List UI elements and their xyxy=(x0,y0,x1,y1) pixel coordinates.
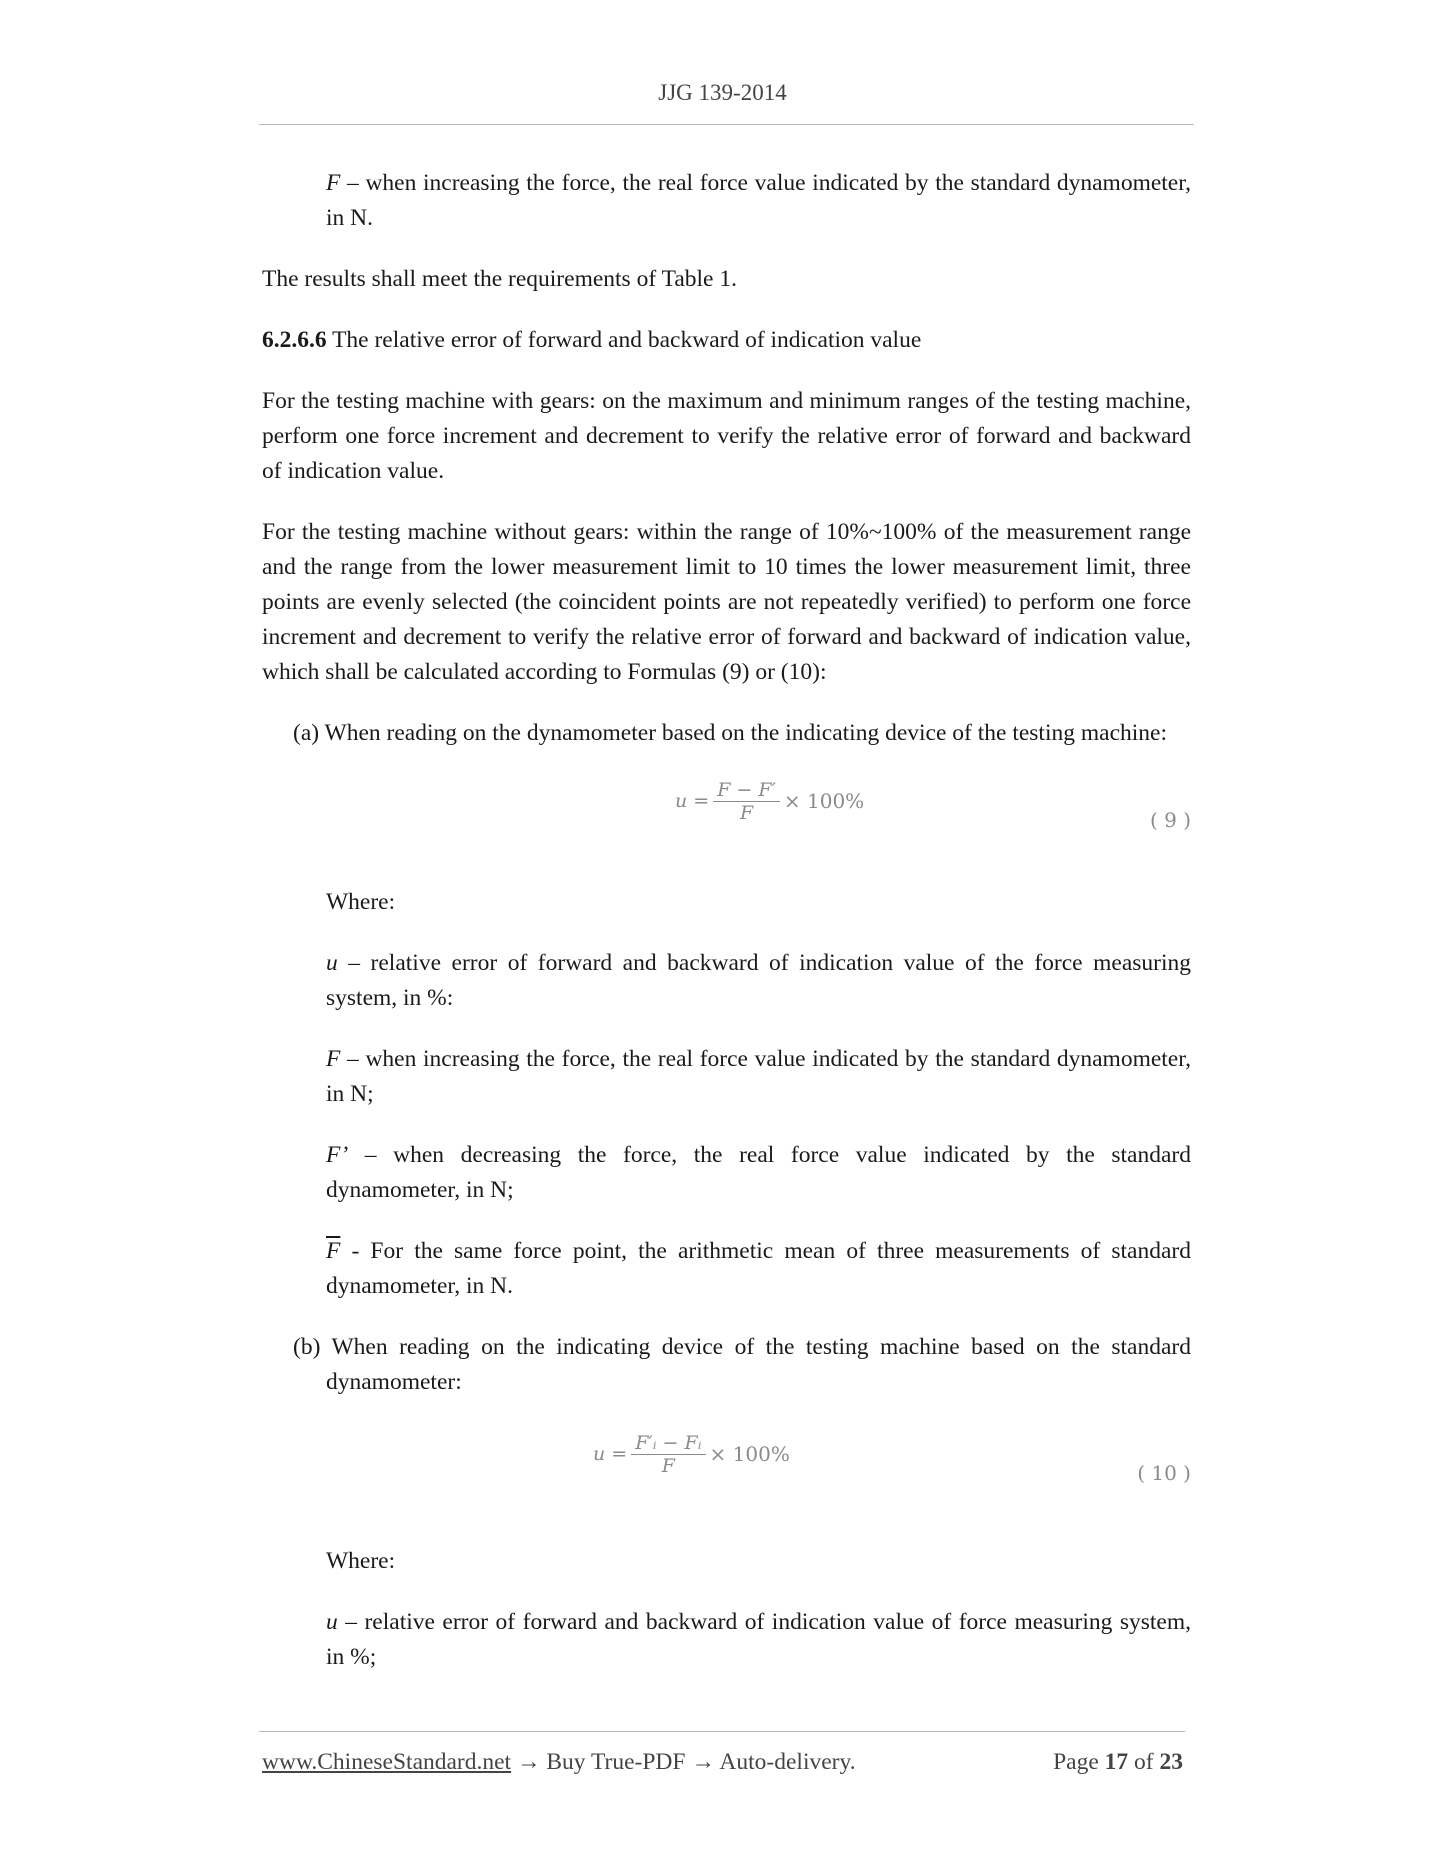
footer xyxy=(262,1749,1183,1776)
case-a-text: (a) When reading on the dynamometer based on the indicating device of the testing machine: xyxy=(293,720,1167,746)
section-heading xyxy=(262,323,1191,358)
paragraph-with-gears: For the testing machine with gears: on the maximum and minimum ranges of the testing machine, perform one force increment and decrement to verify the relative error of forward and backward of indication value. xyxy=(262,388,1191,484)
formula-9-numerator: F − F′ xyxy=(717,779,776,801)
definition-text: – when decreasing the force, the real force value indicated by the standard dynamometer, in N; xyxy=(326,1142,1191,1203)
definition-u xyxy=(326,946,1191,1016)
auto-delivery-text: Auto-delivery. xyxy=(719,1749,856,1775)
definition-text: - For the same force point, the arithmetic mean of three measurements of standard dynamometer, in N. xyxy=(326,1238,1191,1299)
section-number: 6.2.6.6 xyxy=(262,327,327,353)
paragraph-results: The results shall meet the requirements of Table 1. xyxy=(262,266,737,292)
formula-10-fraction xyxy=(631,1432,705,1477)
formula-9-multiplier: × 100% xyxy=(783,789,865,813)
page-label: Page xyxy=(1053,1749,1105,1775)
symbol-f: F xyxy=(326,170,341,196)
where-label-2: Where: xyxy=(326,1548,396,1574)
page-total: 23 xyxy=(1159,1749,1183,1775)
footer-left xyxy=(262,1749,856,1776)
definition-f-increasing xyxy=(326,166,1191,236)
symbol-u: u xyxy=(326,950,338,976)
symbol-f: F xyxy=(326,1046,341,1072)
arrow-right-icon: → xyxy=(511,1749,547,1775)
case-b-text: (b) When reading on the indicating device of the testing machine based on the standard dynamometer: xyxy=(293,1334,1191,1395)
header-divider xyxy=(259,124,1194,125)
formula-9-lhs: u = xyxy=(675,790,710,812)
header-doc-code: JJG 139-2014 xyxy=(658,80,787,105)
definition-f-bar xyxy=(326,1234,1191,1304)
formula-10 xyxy=(262,1430,1191,1504)
symbol-u: u xyxy=(326,1609,338,1635)
formula-9-number: ( 9 ) xyxy=(1149,808,1191,832)
formula-10-expression xyxy=(593,1432,790,1477)
formula-10-numerator: F′ᵢ − Fᵢ xyxy=(635,1432,702,1454)
symbol-f-prime: F’ xyxy=(326,1142,349,1168)
formula-10-number: ( 10 ) xyxy=(1137,1461,1191,1485)
formula-9 xyxy=(262,777,1191,851)
definition-text: – relative error of forward and backward of indication value of force measuring system, in %; xyxy=(326,1609,1191,1670)
definition-f-prime xyxy=(326,1138,1191,1208)
page-indicator xyxy=(1053,1749,1183,1776)
formula-10-denominator: F xyxy=(661,1455,675,1477)
paragraph-without-gears: For the testing machine without gears: within the range of 10%~100% of the measurement range and the range from the lower measurement limit to 10 times the lower measurement limit, three points are evenly selected (the coincident points are not repeatedly verified) to perform one force increment and decrement to verify the relative error of forward and backward of indication value, which shall be calculated according to Formulas (9) or (10): xyxy=(262,519,1191,685)
page-body xyxy=(262,166,1191,1701)
formula-10-lhs: u = xyxy=(593,1443,628,1465)
formula-10-multiplier: × 100% xyxy=(709,1442,790,1466)
site-link[interactable]: www.ChineseStandard.net xyxy=(262,1749,512,1775)
arrow-right-icon: → xyxy=(685,1749,720,1775)
footer-divider xyxy=(259,1731,1185,1732)
symbol-f-bar: $\overline{F}$ xyxy=(326,1238,341,1264)
definition-text: – when increasing the force, the real force value indicated by the standard dynamometer, in N; xyxy=(326,1046,1191,1107)
page-number: 17 xyxy=(1104,1749,1129,1775)
formula-9-denominator: F xyxy=(739,802,754,824)
formula-9-expression xyxy=(675,779,864,824)
where-label-1: Where: xyxy=(326,889,396,915)
section-title: The relative error of forward and backward of indication value xyxy=(326,327,922,353)
definition-text: – when increasing the force, the real force value indicated by the standard dynamometer, in N. xyxy=(326,170,1191,231)
definition-text: – relative error of forward and backward of indication value of the force measuring system, in %: xyxy=(326,950,1191,1011)
definition-f xyxy=(326,1042,1191,1112)
of-label: of xyxy=(1128,1749,1160,1775)
buy-pdf-text: Buy True-PDF xyxy=(546,1749,686,1775)
formula-9-fraction xyxy=(713,779,780,824)
definition-u-2 xyxy=(326,1605,1191,1675)
